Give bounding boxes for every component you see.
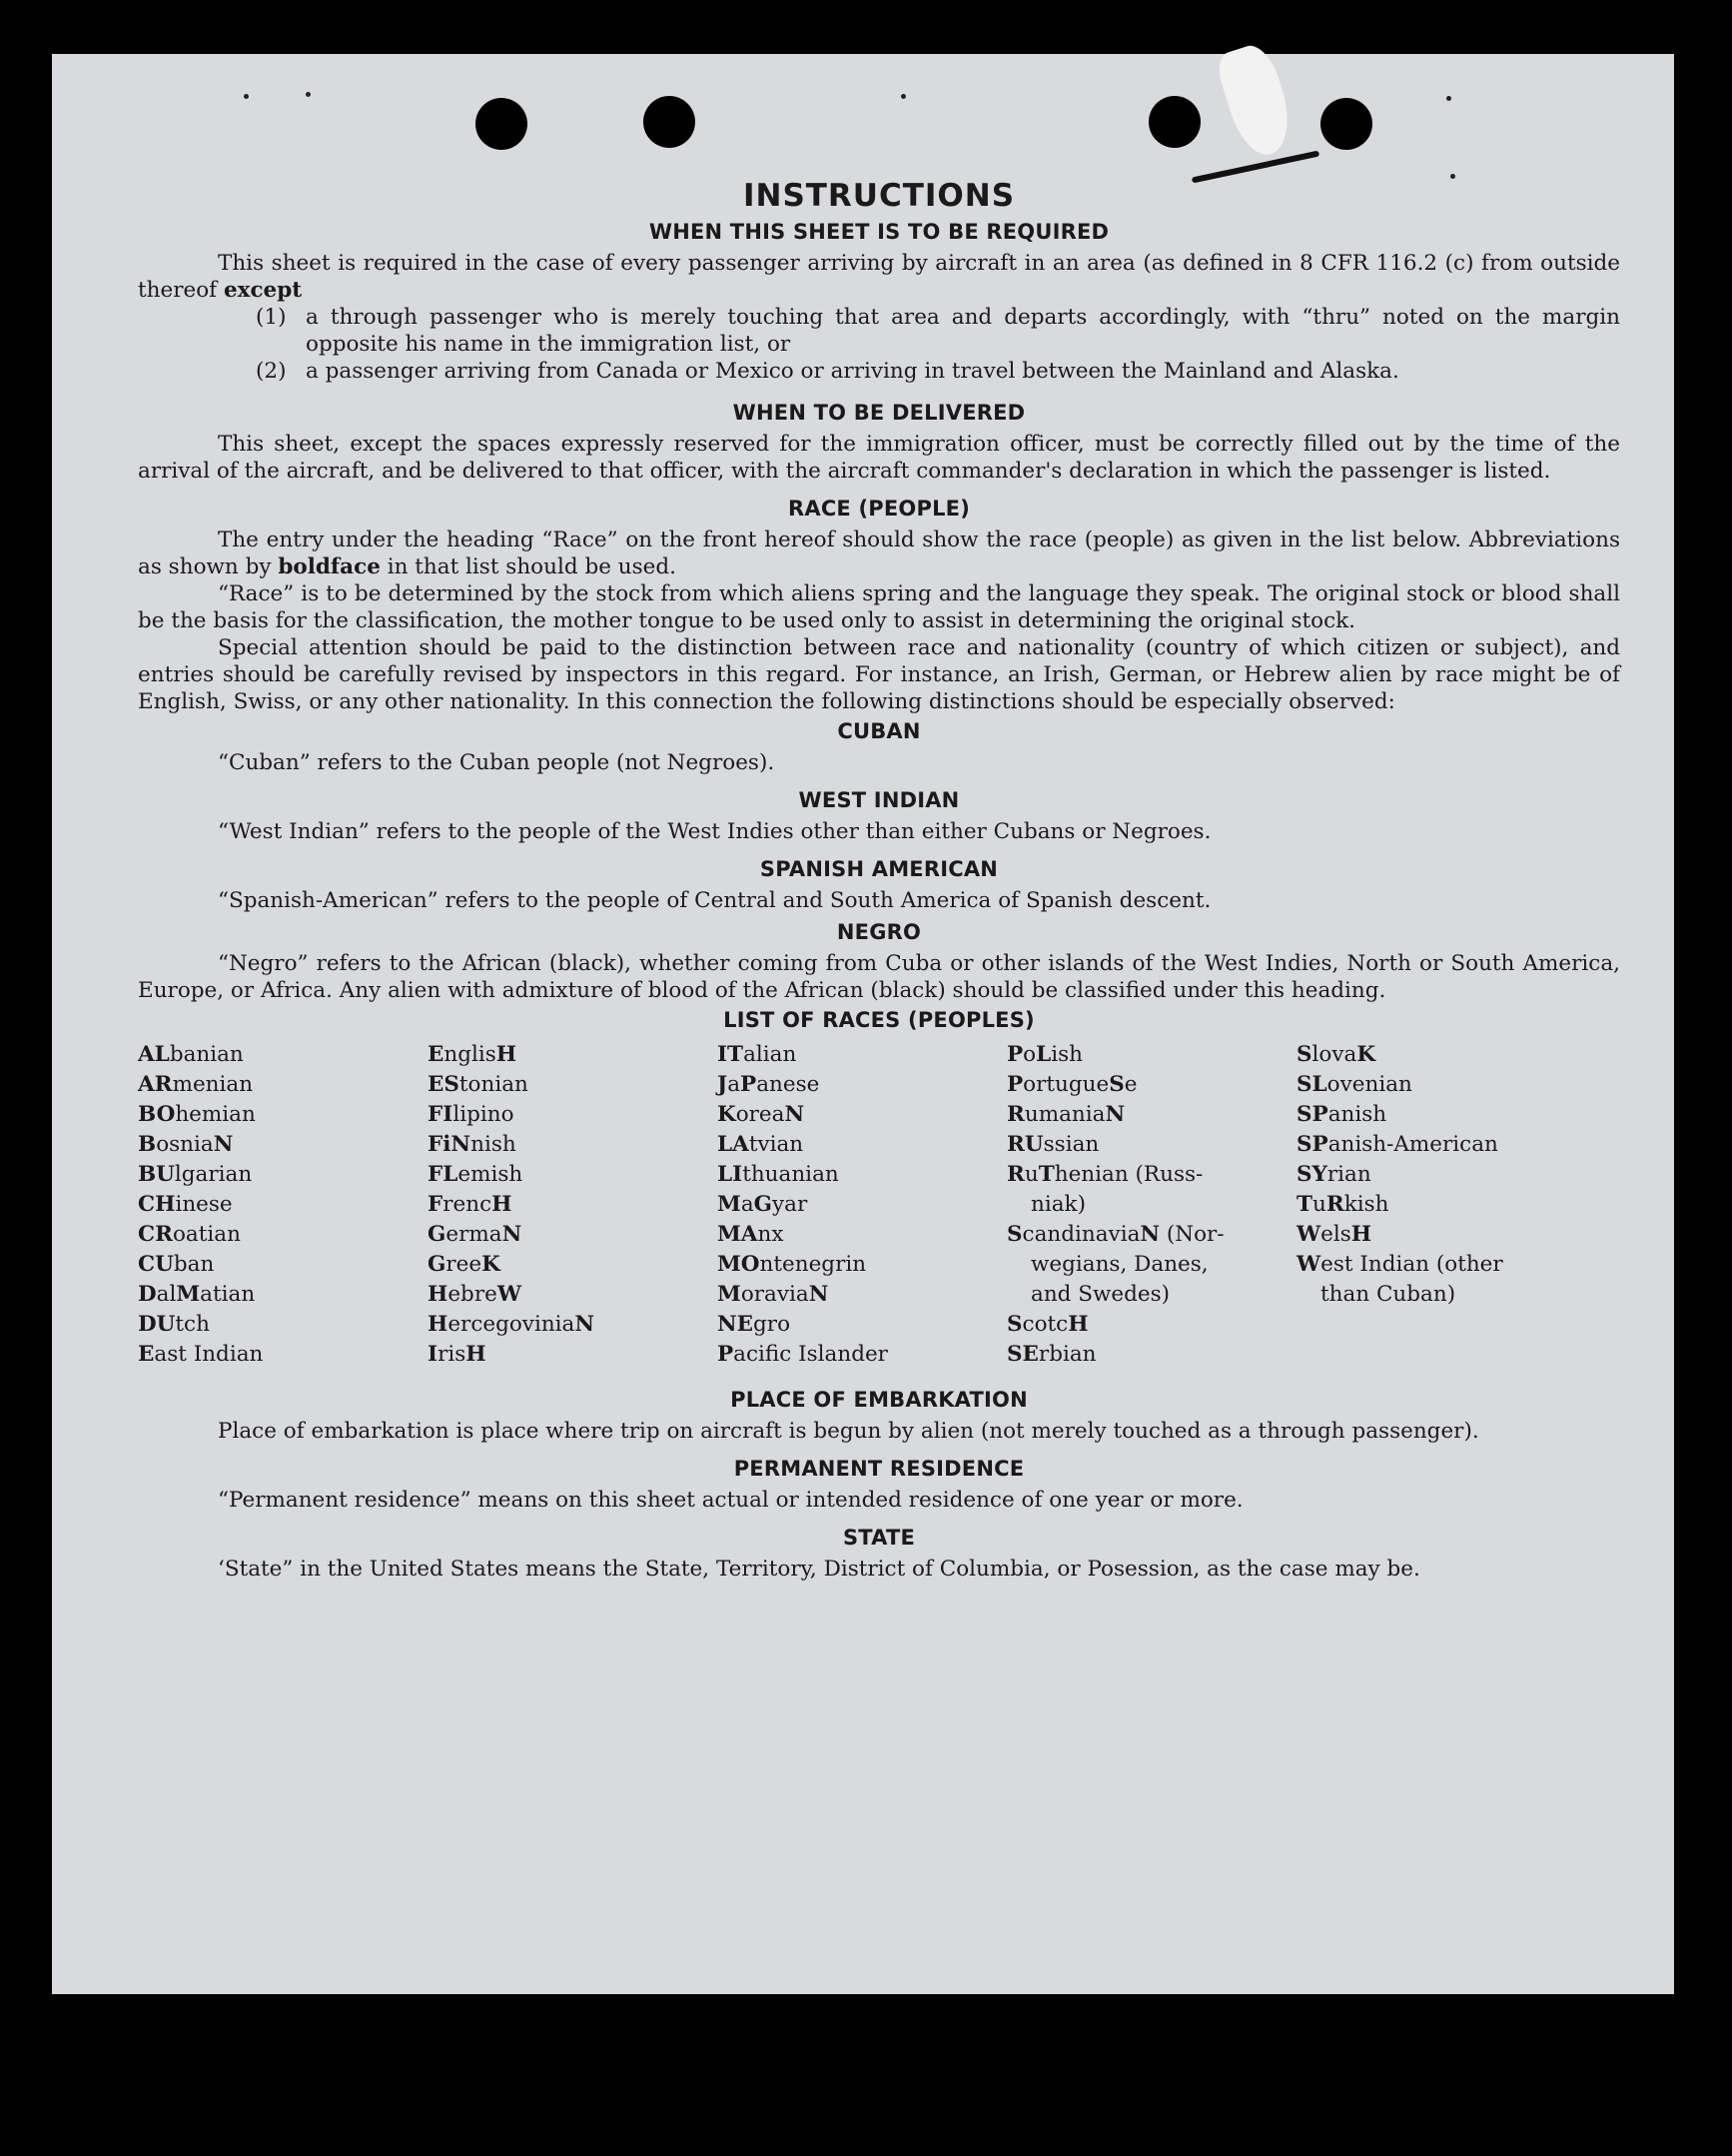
race-column <box>1297 1040 1586 1370</box>
race-name-part: emish <box>457 1162 523 1187</box>
race-abbrev: MA <box>717 1222 758 1247</box>
race-name-part: anese <box>756 1072 820 1097</box>
race-name-part: renc <box>442 1192 492 1217</box>
race-abbrev: H <box>1068 1312 1089 1337</box>
race-entry <box>428 1280 717 1310</box>
race-abbrev: E <box>428 1042 444 1067</box>
race-abbrev: N <box>1140 1222 1161 1247</box>
race-name-part: al <box>156 1282 177 1307</box>
race-abbrev: N <box>501 1222 522 1247</box>
instruction-sheet <box>52 54 1674 1994</box>
race-abbrev: N <box>808 1282 829 1307</box>
race-p1-text: The entry under the heading “Race” on the front hereof should show the race (people) as given in the list below. Abbreviations as shown by <box>138 528 1620 579</box>
race-abbrev: R <box>1007 1102 1025 1127</box>
race-abbrev: N <box>784 1102 805 1127</box>
race-entry <box>1297 1160 1586 1190</box>
race-name-part: oravia <box>740 1282 809 1307</box>
speck <box>901 94 906 99</box>
race-entry <box>138 1340 428 1370</box>
race-name-part: nish <box>470 1132 516 1157</box>
race-name-part: osnia <box>156 1132 214 1157</box>
race-entry <box>1007 1070 1297 1100</box>
race-entry <box>717 1310 1007 1340</box>
race-abbrev: K <box>481 1252 500 1277</box>
punch-hole <box>1320 98 1372 150</box>
item-number: (1) <box>256 305 287 330</box>
race-abbrev: ES <box>428 1072 459 1097</box>
race-abbrev: H <box>491 1192 512 1217</box>
negro-text: “Negro” refers to the African (black), whether coming from Cuba or other islands of the West Indies, North or South America, Europe, or Africa. Any alien with admixture of blood of the African (black) should be classified under this heading. <box>138 951 1620 1003</box>
section-heading-list-of-races: LIST OF RACES (PEOPLES) <box>723 1008 1035 1032</box>
race-name-part: umania <box>1024 1102 1106 1127</box>
race-column <box>1007 1040 1297 1370</box>
race-entry <box>138 1160 428 1190</box>
race-name-part: (Nor- <box>1160 1222 1225 1247</box>
race-entry <box>1007 1340 1297 1370</box>
page-title: INSTRUCTIONS <box>742 178 1016 214</box>
race-name-part: ortugue <box>1023 1072 1110 1097</box>
speck <box>306 92 311 97</box>
race-abbrev: N <box>213 1132 234 1157</box>
race-abbrev: IT <box>717 1042 744 1067</box>
race-abbrev: SL <box>1297 1072 1327 1097</box>
race-abbrev: AR <box>138 1072 173 1097</box>
race-abbrev: BO <box>138 1102 176 1127</box>
delivered-text: This sheet, except the spaces expressly reserved for the immigration officer, must be correctly filled out by the time of the arrival of the aircraft, and be delivered to that officer, with the aircraft commander's declaration in which the passenger is listed. <box>138 432 1620 484</box>
instructions-content <box>138 178 1620 1583</box>
race-name-part: u <box>1312 1192 1326 1217</box>
race-name-part: ris <box>437 1342 466 1367</box>
race-name-part: ban <box>173 1252 215 1277</box>
race-name-part: est Indian (other <box>1320 1252 1503 1277</box>
race-abbrev: N <box>574 1312 595 1337</box>
required-intro <box>138 250 1620 304</box>
required-intro-text: This sheet is required in the case of every passenger arriving by aircraft in an area (as defined in 8 CFR 116.2 (c) from outside thereof <box>138 251 1620 303</box>
race-entry <box>1297 1190 1586 1220</box>
race-entry <box>717 1220 1007 1250</box>
race-abbrev: SP <box>1297 1132 1328 1157</box>
race-abbrev: P <box>1007 1072 1024 1097</box>
race-entry <box>1297 1100 1586 1130</box>
race-name-part: ast Indian <box>154 1342 264 1367</box>
race-name-part: candinavia <box>1022 1222 1141 1247</box>
race-name-part: ntenegrin <box>759 1252 867 1277</box>
race-entry <box>1007 1310 1297 1340</box>
race-abbrev: S <box>1297 1042 1312 1067</box>
race-entry <box>1007 1220 1297 1250</box>
required-intro-bold: except <box>223 278 303 303</box>
race-abbrev: S <box>1007 1312 1023 1337</box>
race-name-part: cotc <box>1022 1312 1069 1337</box>
race-entry <box>717 1100 1007 1130</box>
section-heading-race: RACE (PEOPLE) <box>788 497 970 521</box>
race-entry <box>1297 1070 1586 1100</box>
race-entry-continuation: wegians, Danes, <box>1031 1252 1209 1277</box>
race-name-part: tch <box>175 1312 210 1337</box>
race-entry <box>717 1070 1007 1100</box>
race-entry <box>1297 1130 1586 1160</box>
race-abbrev: CR <box>138 1222 173 1247</box>
speck <box>1446 96 1451 101</box>
race-abbrev: W <box>1297 1252 1321 1277</box>
race-abbrev: F <box>428 1192 443 1217</box>
race-entry <box>717 1250 1007 1280</box>
race-entry <box>1007 1100 1297 1130</box>
race-abbrev: R <box>1007 1162 1025 1187</box>
race-abbrev: J <box>717 1072 728 1097</box>
race-entry <box>717 1040 1007 1070</box>
required-item-2 <box>256 358 1620 385</box>
race-name-part: acific Islander <box>733 1342 888 1367</box>
race-p1-bold: boldface <box>278 554 381 579</box>
race-entry <box>717 1130 1007 1160</box>
state-text: ‘State” in the United States means the State, Territory, District of Columbia, or Posession, as the case may be. <box>218 1557 1420 1582</box>
race-entry <box>717 1160 1007 1190</box>
race-name-part: ovenian <box>1326 1072 1412 1097</box>
race-abbrev: H <box>465 1342 486 1367</box>
race-entry <box>428 1070 717 1100</box>
section-heading-negro: NEGRO <box>836 920 922 944</box>
race-entry <box>138 1070 428 1100</box>
race-name-part: rbian <box>1038 1342 1097 1367</box>
race-entry <box>428 1040 717 1070</box>
race-entry <box>1007 1130 1297 1160</box>
race-abbrev: B <box>138 1132 157 1157</box>
race-abbrev: FiN <box>428 1132 471 1157</box>
race-entry <box>428 1130 717 1160</box>
race-abbrev: SE <box>1007 1342 1039 1367</box>
race-abbrev: P <box>740 1072 757 1097</box>
race-column <box>717 1040 1007 1370</box>
race-name-part: inese <box>175 1192 233 1217</box>
race-entry <box>138 1250 428 1280</box>
race-abbrev: M <box>176 1282 201 1307</box>
race-abbrev: D <box>138 1282 157 1307</box>
race-name-part: tvian <box>748 1132 804 1157</box>
race-abbrev: H <box>1350 1222 1372 1247</box>
race-name-part: lgarian <box>174 1162 253 1187</box>
race-abbrev: G <box>428 1252 446 1277</box>
race-name-part: ssian <box>1043 1132 1100 1157</box>
race-entry <box>138 1310 428 1340</box>
race-abbrev: K <box>1356 1042 1376 1067</box>
race-entry <box>1297 1040 1586 1070</box>
race-entry <box>1297 1220 1586 1250</box>
punch-hole <box>643 96 695 148</box>
race-name-part: oatian <box>172 1222 241 1247</box>
race-entry <box>428 1340 717 1370</box>
race-name-part: anish <box>1327 1102 1387 1127</box>
race-abbrev: SY <box>1297 1162 1327 1187</box>
punch-hole <box>1149 96 1201 148</box>
race-abbrev: W <box>1297 1222 1321 1247</box>
race-name-part: rian <box>1326 1162 1371 1187</box>
race-abbrev: N <box>1105 1102 1126 1127</box>
race-name-part: orea <box>735 1102 785 1127</box>
race-entry <box>1297 1250 1586 1280</box>
section-heading-embarkation: PLACE OF EMBARKATION <box>730 1388 1028 1412</box>
race-abbrev: SP <box>1297 1102 1328 1127</box>
race-abbrev: E <box>138 1342 155 1367</box>
race-entry <box>138 1040 428 1070</box>
west-indian-text: “West Indian” refers to the people of the West Indies other than either Cubans or Negroes. <box>218 819 1212 844</box>
race-entry <box>717 1190 1007 1220</box>
race-name-part: banian <box>169 1042 244 1067</box>
race-abbrev: P <box>1007 1042 1024 1067</box>
race-paragraph-2: “Race” is to be determined by the stock from which aliens spring and the language they speak. The original stock or blood shall be the basis for the classification, the mother tongue to be used only to assist in determining the original stock. <box>138 581 1620 633</box>
race-name-part: atian <box>200 1282 256 1307</box>
race-abbrev: LA <box>717 1132 749 1157</box>
race-abbrev: H <box>495 1042 517 1067</box>
race-name-part: ebre <box>447 1282 497 1307</box>
race-name-part: lipino <box>452 1102 514 1127</box>
race-entry <box>428 1250 717 1280</box>
required-item-1 <box>256 304 1620 358</box>
race-name-part: els <box>1320 1222 1351 1247</box>
race-paragraph-1 <box>138 527 1620 580</box>
race-name-part: tonian <box>458 1072 528 1097</box>
race-abbrev: T <box>1038 1162 1055 1187</box>
race-abbrev: CU <box>138 1252 174 1277</box>
race-column <box>428 1040 717 1370</box>
race-name-part: o <box>1023 1042 1037 1067</box>
race-abbrev: R <box>1325 1192 1344 1217</box>
race-entry <box>1007 1040 1297 1070</box>
race-abbrev: T <box>1297 1192 1312 1217</box>
race-abbrev: P <box>717 1342 734 1367</box>
race-name-part: anish-American <box>1327 1132 1498 1157</box>
race-abbrev: CH <box>138 1192 176 1217</box>
race-paragraph-3: Special attention should be paid to the distinction between race and nationality (country of which citizen or subject), and entries should be carefully revised by inspectors in this regard. For instance, an Irish, German, or Hebrew alien by race might be of English, Swiss, or any other nationality. In this connection the following distinctions should be especially observed: <box>138 635 1620 714</box>
race-abbrev: H <box>428 1312 448 1337</box>
section-heading-cuban: CUBAN <box>837 719 921 743</box>
race-abbrev: FI <box>428 1102 453 1127</box>
race-abbrev: DU <box>138 1312 176 1337</box>
race-abbrev: K <box>717 1102 736 1127</box>
residence-text: “Permanent residence” means on this sheet actual or intended residence of one year or more. <box>218 1488 1244 1513</box>
race-name-part: yar <box>772 1192 808 1217</box>
race-name-part: erma <box>445 1222 502 1247</box>
race-column <box>138 1040 428 1370</box>
section-heading-state: STATE <box>842 1526 916 1550</box>
race-abbrev: S <box>1109 1072 1125 1097</box>
race-abbrev: I <box>428 1342 438 1367</box>
race-entry-continuation: niak) <box>1031 1192 1086 1217</box>
race-abbrev: M <box>717 1192 741 1217</box>
race-name-part: nglis <box>443 1042 496 1067</box>
item-text: a passenger arriving from Canada or Mexico or arriving in travel between the Mainland and Alaska. <box>306 359 1399 384</box>
race-entry <box>138 1100 428 1130</box>
race-name-part: menian <box>172 1072 254 1097</box>
race-abbrev: L <box>1036 1042 1052 1067</box>
race-entry <box>138 1190 428 1220</box>
speck <box>244 94 249 99</box>
race-entry-continuation: than Cuban) <box>1320 1282 1456 1307</box>
race-entry <box>428 1220 717 1250</box>
race-list <box>138 1040 1620 1370</box>
section-heading-spanish-american: SPANISH AMERICAN <box>759 857 999 881</box>
race-name-part: u <box>1024 1162 1039 1187</box>
race-abbrev: M <box>717 1282 741 1307</box>
race-name-part: nx <box>757 1222 784 1247</box>
race-abbrev: NE <box>717 1312 754 1337</box>
race-name-part: kish <box>1343 1192 1389 1217</box>
race-abbrev: RU <box>1007 1132 1044 1157</box>
race-name-part: gro <box>753 1312 791 1337</box>
race-name-part: a <box>727 1072 741 1097</box>
race-abbrev: MO <box>717 1252 760 1277</box>
race-p1-text-end: in that list should be used. <box>380 554 676 579</box>
race-entry <box>717 1340 1007 1370</box>
race-name-part: ercegovinia <box>447 1312 575 1337</box>
race-entry <box>138 1130 428 1160</box>
item-number: (2) <box>256 359 287 384</box>
race-name-part: ish <box>1051 1042 1084 1067</box>
item-text: a through passenger who is merely touching that area and departs accordingly, with “thru” noted on the margin opposite his name in the immigration list, or <box>306 305 1620 357</box>
spanish-american-text: “Spanish-American” refers to the people of Central and South America of Spanish descent. <box>218 888 1212 913</box>
cuban-text: “Cuban” refers to the Cuban people (not Negroes). <box>218 750 775 775</box>
race-name-part: thuanian <box>742 1162 839 1187</box>
race-entry <box>428 1190 717 1220</box>
race-name-part: lova <box>1311 1042 1357 1067</box>
race-name-part: henian (Russ- <box>1054 1162 1204 1187</box>
race-abbrev: S <box>1007 1222 1023 1247</box>
race-name-part: a <box>740 1192 754 1217</box>
race-abbrev: FL <box>428 1162 458 1187</box>
race-abbrev: AL <box>138 1042 170 1067</box>
race-abbrev: G <box>753 1192 773 1217</box>
race-abbrev: W <box>496 1282 521 1307</box>
section-heading-residence: PERMANENT RESIDENCE <box>733 1457 1025 1481</box>
embarkation-text: Place of embarkation is place where trip on aircraft is begun by alien (not merely touched as a through passenger). <box>218 1419 1479 1444</box>
section-heading-required: WHEN THIS SHEET IS TO BE REQUIRED <box>648 220 1110 244</box>
race-abbrev: H <box>428 1282 448 1307</box>
race-name-part: e <box>1124 1072 1138 1097</box>
race-name-part: ree <box>445 1252 482 1277</box>
race-name-part: alian <box>743 1042 797 1067</box>
race-name-part: hemian <box>175 1102 256 1127</box>
section-heading-west-indian: WEST INDIAN <box>798 788 960 812</box>
race-entry <box>717 1280 1007 1310</box>
race-entry <box>428 1160 717 1190</box>
torn-corner <box>1213 40 1299 162</box>
punch-hole <box>475 98 527 150</box>
race-entry <box>428 1100 717 1130</box>
race-entry <box>138 1280 428 1310</box>
race-entry <box>428 1310 717 1340</box>
race-abbrev: LI <box>717 1162 743 1187</box>
race-abbrev: G <box>428 1222 446 1247</box>
section-heading-delivered: WHEN TO BE DELIVERED <box>732 401 1026 425</box>
race-entry <box>1007 1160 1297 1190</box>
race-abbrev: BU <box>138 1162 175 1187</box>
race-entry-continuation: and Swedes) <box>1031 1282 1171 1307</box>
race-entry <box>138 1220 428 1250</box>
